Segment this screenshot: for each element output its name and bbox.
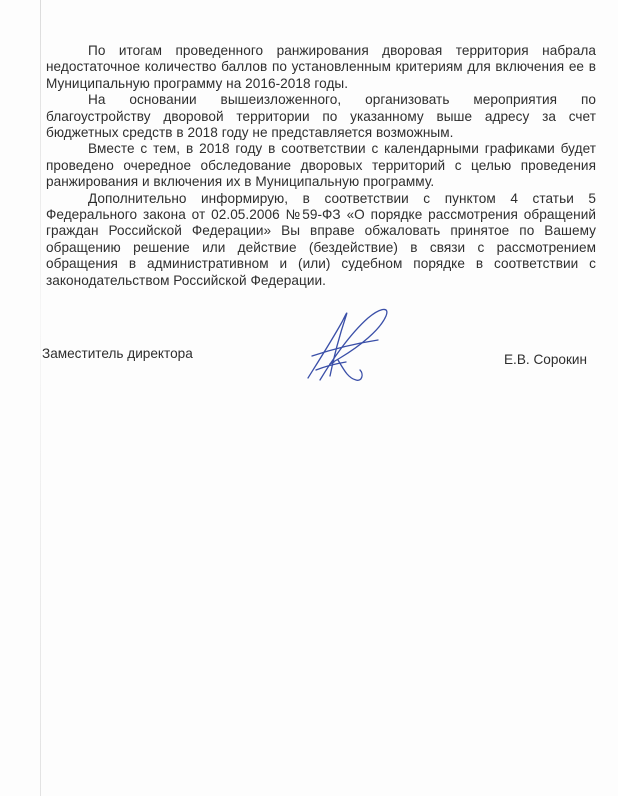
- letter-body: [46, 43, 596, 289]
- paragraph-ranking-result: По итогам проведенного ранжирования дворовая территория набрала недостаточное количество баллов по установленным критериям для включения ее в Муниципальную программу на 2016-2018 годы.: [46, 43, 596, 91]
- paragraph-next-survey: Вместе с тем, в 2018 году в соответствии с календарными графиками будет проведено очередное обследование дворовых территорий с целью проведения ранжирования и включения их в Муниципальную программу.: [46, 141, 596, 190]
- scan-edge-line: [40, 0, 41, 796]
- paragraph-appeal-rights: Дополнительно информирую, в соответствии с пунктом 4 статьи 5 Федерального закона от 02.05.2006 №59-ФЗ «О порядке рассмотрения обращений граждан Российской Федерации» Вы вправе обжаловать принятое по Вашему обращению решение или действие (бездействие) в связи с рассмотрением обращения в административном и (или) судебном порядке в соответствии с законодательством Российской Федерации.: [46, 190, 596, 288]
- handwritten-signature: [290, 300, 410, 390]
- signatory-name: Е.В. Сорокин: [503, 352, 587, 367]
- paragraph-no-funding: На основании вышеизложенного, организовать мероприятия по благоустройству дворовой территории по указанному выше адресу за счет бюджетных средств в 2018 году не представляется возможным.: [46, 92, 596, 141]
- signatory-role: Заместитель директора: [42, 346, 193, 361]
